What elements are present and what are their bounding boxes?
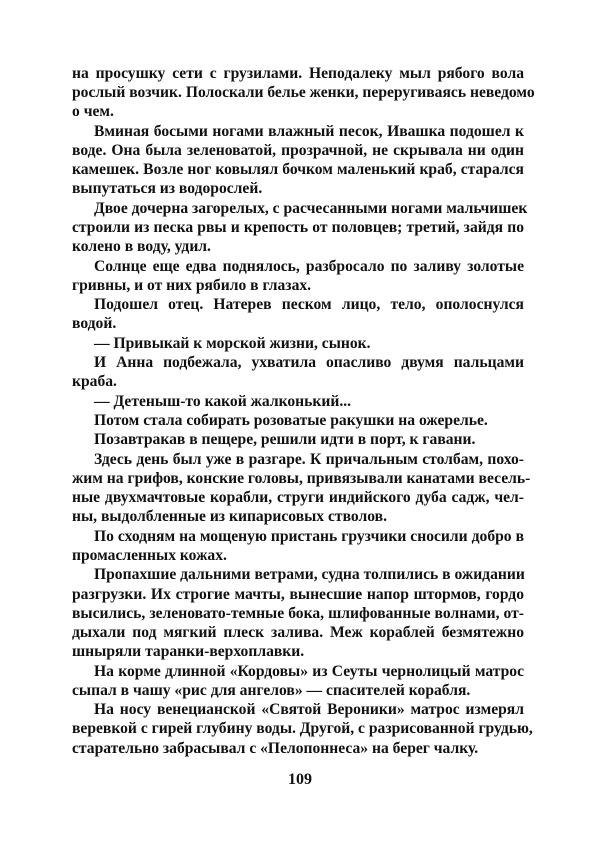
text-line: колено в воду, удил.	[72, 238, 211, 255]
text-line: разгрузки. Их строгие мачты, вынесшие напор штормов, гордо	[72, 586, 524, 603]
text-line: На носу венецианской «Святой Вероники» матрос измерял	[94, 701, 524, 718]
text-line: ны, выдолбленные из кипарисовых стволов.	[72, 508, 387, 525]
text-line: веревкой с гирей глубину воды. Другой, с разрисованной грудью,	[72, 720, 533, 737]
text-line: краба.	[72, 373, 117, 390]
text-line: Позавтракав в пещере, решили идти в порт, к гавани.	[94, 431, 476, 448]
text-line: Потом стала собирать розоватые ракушки на ожерелье.	[94, 412, 488, 429]
text-line: ные двухмачтовые корабли, струги индийского дуба садж, чел-	[72, 489, 524, 506]
text-line: шныряли таранки-верхоплавки.	[72, 643, 305, 660]
page-number: 109	[288, 771, 312, 788]
text-line: Двое дочерна загорелых, с расчесанными ногами мальчишек	[94, 200, 528, 217]
text-line: о чем.	[72, 103, 114, 120]
text-line: старательно забрасывал с «Пелопоннеса» на берег чалку.	[72, 740, 479, 757]
text-line: гривны, и от них рябило в глазах.	[72, 277, 312, 294]
text-line: — Привыкай к морской жизни, сынок.	[94, 335, 371, 352]
text-line: Здесь день был уже в разгаре. К причальным столбам, похо-	[94, 451, 524, 468]
text-line: По сходням на мощеную пристань грузчики сносили добро в	[94, 528, 524, 545]
text-line: Подошел отец. Натерев песком лицо, тело, ополоснулся	[94, 296, 524, 313]
text-line: На корме длинной «Кордовы» из Сеуты чернолицый матрос	[94, 663, 524, 680]
text-line: водой.	[72, 315, 117, 332]
text-line: Пропахшие дальними ветрами, судна толпились в ожидании	[94, 566, 525, 583]
text-line: рослый возчик. Полоскали белье женки, переругиваясь неведомо	[72, 84, 535, 101]
text-line: строили из песка рвы и крепость от половцев; третий, зайдя по	[72, 219, 524, 236]
text-line: — Детеныш-то какой жалконький...	[94, 393, 352, 410]
text-line: жим на грифов, конские головы, привязывали канатами весель-	[72, 470, 531, 487]
text-line: промасленных кожах.	[72, 547, 227, 564]
text-line: Солнце еще едва поднялось, разбросало по заливу золотые	[94, 258, 524, 275]
text-line: И Анна подбежала, ухватила опасливо двумя пальцами	[94, 354, 524, 371]
text-line: высились, зеленовато-темные бока, шлифованные волнами, от-	[72, 605, 524, 622]
text-line: воде. Она была зеленоватой, прозрачной, не скрывала ни один	[72, 142, 524, 159]
text-line: камешек. Возле ног ковылял бочком маленький краб, старался	[72, 161, 524, 178]
text-line: дыхали под мягкий плеск залива. Меж кораблей безмятежно	[72, 624, 524, 641]
text-line: выпутаться из водорослей.	[72, 180, 263, 197]
text-line: на просушку сети с грузилами. Неподалеку мыл рябого вола	[72, 65, 524, 82]
text-line: Вминая босыми ногами влажный песок, Ивашка подошел к	[94, 123, 524, 140]
text-line: сыпал в чашу «рис для ангелов» — спасителей корабля.	[72, 682, 471, 699]
